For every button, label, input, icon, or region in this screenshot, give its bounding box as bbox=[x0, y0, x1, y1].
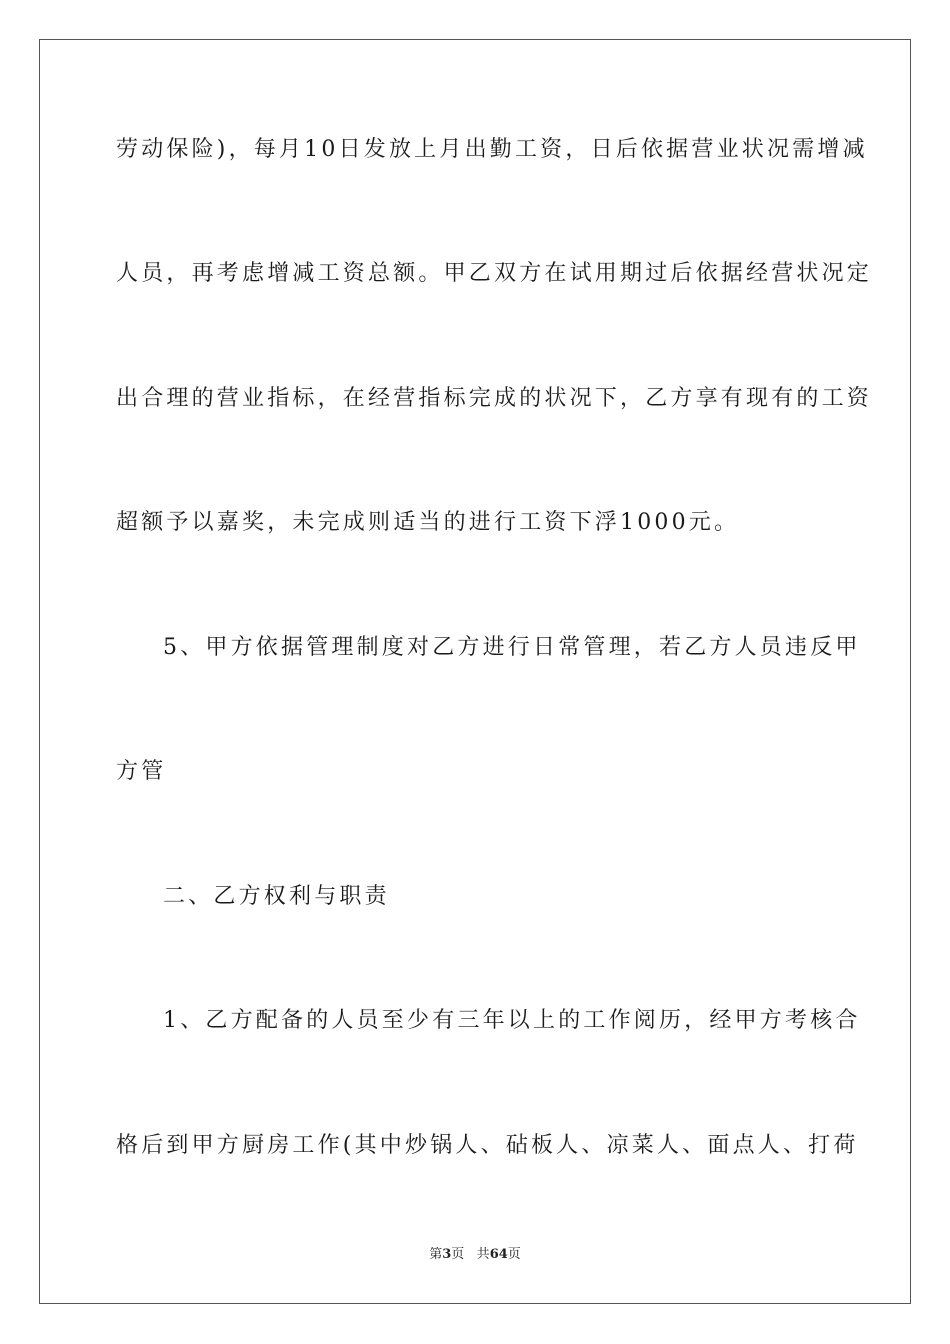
total-label-prefix: 共 bbox=[476, 1247, 490, 1262]
paragraph-line: 超额予以嘉奖，未完成则适当的进行工资下浮1000元。 bbox=[116, 510, 740, 535]
page-border bbox=[39, 39, 911, 1304]
paragraph-line: 5、甲方依据管理制度对乙方进行日常管理，若乙方人员违反甲 bbox=[163, 635, 861, 660]
page-footer bbox=[0, 1246, 950, 1264]
paragraph-line: 出合理的营业指标，在经营指标完成的状况下，乙方享有现有的工资 bbox=[116, 386, 873, 411]
total-label-suffix: 页 bbox=[507, 1247, 521, 1262]
total-pages: 64 bbox=[489, 1247, 508, 1262]
section-heading: 二、乙方权利与职责 bbox=[163, 884, 390, 909]
page-number: 3 bbox=[442, 1247, 452, 1262]
paragraph-line: 1、乙方配备的人员至少有三年以上的工作阅历，经甲方考核合 bbox=[163, 1008, 861, 1033]
paragraph-line: 劳动保险)，每月10日发放上月出勤工资，日后依据营业状况需增减 bbox=[116, 137, 868, 162]
paragraph-line: 方管 bbox=[116, 759, 167, 784]
paragraph-line: 格后到甲方厨房工作(其中炒锅人、砧板人、凉菜人、面点人、打荷 bbox=[116, 1133, 859, 1158]
paragraph-line: 人员，再考虑增减工资总额。甲乙双方在试用期过后依据经营状况定 bbox=[116, 261, 873, 286]
page-label-prefix: 第 bbox=[429, 1247, 443, 1262]
page-label-suffix: 页 bbox=[451, 1247, 465, 1262]
